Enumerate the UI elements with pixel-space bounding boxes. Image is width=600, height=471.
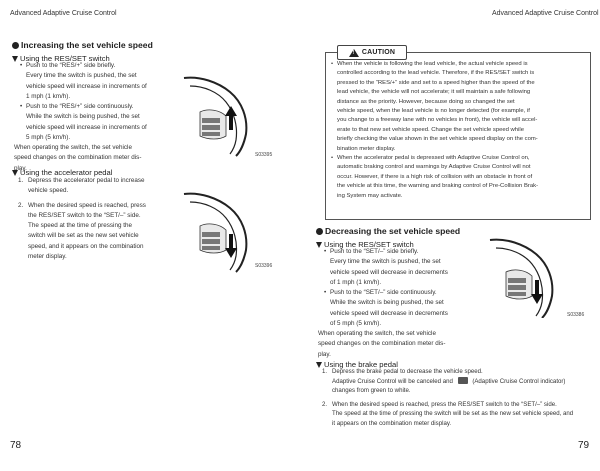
section-heading-increase: Increasing the set vehicle speed xyxy=(12,40,153,50)
decrease-switch-note: When operating the switch, the set vehicle speed changes on the combination meter dis- play. xyxy=(318,330,446,358)
decrease-switch-bullets xyxy=(324,247,460,329)
steering-switch-down-illustration xyxy=(478,236,574,318)
figure-label: S03386 xyxy=(567,312,585,318)
brake-steps xyxy=(322,367,588,429)
figure-res-switch-up xyxy=(172,74,268,158)
figure-label: S03396 xyxy=(255,263,273,269)
list-item: Adaptive Cruise Control will be canceled and (Adaptive Cruise Control indicator) changes from green to white. xyxy=(332,377,566,395)
page-header-left: Advanced Adaptive Cruise Control xyxy=(10,10,117,17)
list-item: 1. Depress the brake pedal to decrease the vehicle speed. xyxy=(322,368,483,375)
caution-text xyxy=(331,60,583,201)
acc-indicator-icon xyxy=(458,377,468,384)
page-number-right: 79 xyxy=(578,440,590,451)
subheading-accelerator: Using the accelerator pedal xyxy=(12,168,112,177)
bullet-dot-icon xyxy=(316,228,323,235)
list-item: • When the accelerator pedal is depressed with Adaptive Cruise Control on, automatic braking control and warnings by Adaptive Cruise Control will not occur. However, if there is a high risk of collision with an obstacle in front of the vehicle at this time, the warning and braking control of Pre-Collision Brak- ing System may activate. xyxy=(331,155,539,199)
figure-set-switch-down-right xyxy=(478,236,574,318)
steering-switch-up-illustration xyxy=(172,74,268,158)
increase-switch-note: When operating the switch, the set vehicle speed changes on the combination meter dis- play. xyxy=(14,144,142,172)
subheading-res-set-increase: Using the RES/SET switch xyxy=(12,54,110,63)
figure-label: S03395 xyxy=(255,152,273,158)
list-item: 1. Depress the accelerator pedal to increase vehicle speed. xyxy=(18,177,145,195)
bullet-dot-icon xyxy=(12,42,19,49)
list-item: • Push to the “RES/+” side continuously. While the switch is being pushed, the set vehicle speed will increase in increments of 5 mph (5 km/h). xyxy=(20,103,147,142)
list-item: 2. When the desired speed is reached, press the RES/SET switch to the “SET/–” side. The speed at the time of pressing the switch will be set as the new set vehicle speed, and it appears on the combination meter display. xyxy=(18,201,146,261)
increase-switch-bullets xyxy=(20,61,162,143)
list-item: • When the vehicle is following the lead vehicle, the actual vehicle speed is controlled according to the lead vehicle. Therefore, if the RES/SET switch is pressed to the “RES/+” side and set to a speed higher than the speed of the lead vehicle, the vehicle will not accelerate; it will maintain a safe following distance as the priority. However, because doing so changed the set vehicle speed, when the lead vehicle is no longer detected (for example, if you change to a freeway lane with no vehicles in front), the vehicle will accel- erate to that new set vehicle speed. Change the set vehicle speed while briefly checking the value shown in the set vehicle speed display on the com- bination meter display. xyxy=(331,61,538,152)
warning-triangle-icon xyxy=(349,49,359,57)
accelerator-steps xyxy=(18,176,162,262)
triangle-marker-icon xyxy=(12,56,18,62)
subheading-brake: Using the brake pedal xyxy=(316,360,398,369)
page-number-left: 78 xyxy=(10,440,22,451)
list-item: • Push to the “RES/+” side briefly. Every time the switch is pushed, the set vehicle speed will increase in increments of 1 mph (1 km/h). xyxy=(20,62,147,100)
subheading-res-set-decrease: Using the RES/SET switch xyxy=(316,240,414,249)
triangle-marker-icon xyxy=(12,170,18,176)
list-item: 2. When the desired speed is reached, press the RES/SET switch to the “SET/–” side. The speed at the time of pressing the switch will be set as the new set vehicle speed, and it appears on the combination meter display. xyxy=(322,400,574,427)
section-heading-decrease: Decreasing the set vehicle speed xyxy=(316,226,460,236)
triangle-marker-icon xyxy=(316,242,322,248)
page-header-right: Advanced Adaptive Cruise Control xyxy=(492,10,599,17)
list-item: • Push to the “SET/–” side continuously. While the switch is being pushed, the set vehicle speed will decrease in decrements of 5 mph (5 km/h). xyxy=(324,289,448,328)
caution-badge: ! CAUTION xyxy=(337,45,407,60)
figure-set-switch-down xyxy=(172,190,268,274)
list-item: • Push to the “SET/–” side briefly. Every time the switch is pushed, the set vehicle speed will decrease in decrements of 1 mph (1 km/h). xyxy=(324,248,448,286)
steering-switch-down-illustration xyxy=(172,190,268,274)
